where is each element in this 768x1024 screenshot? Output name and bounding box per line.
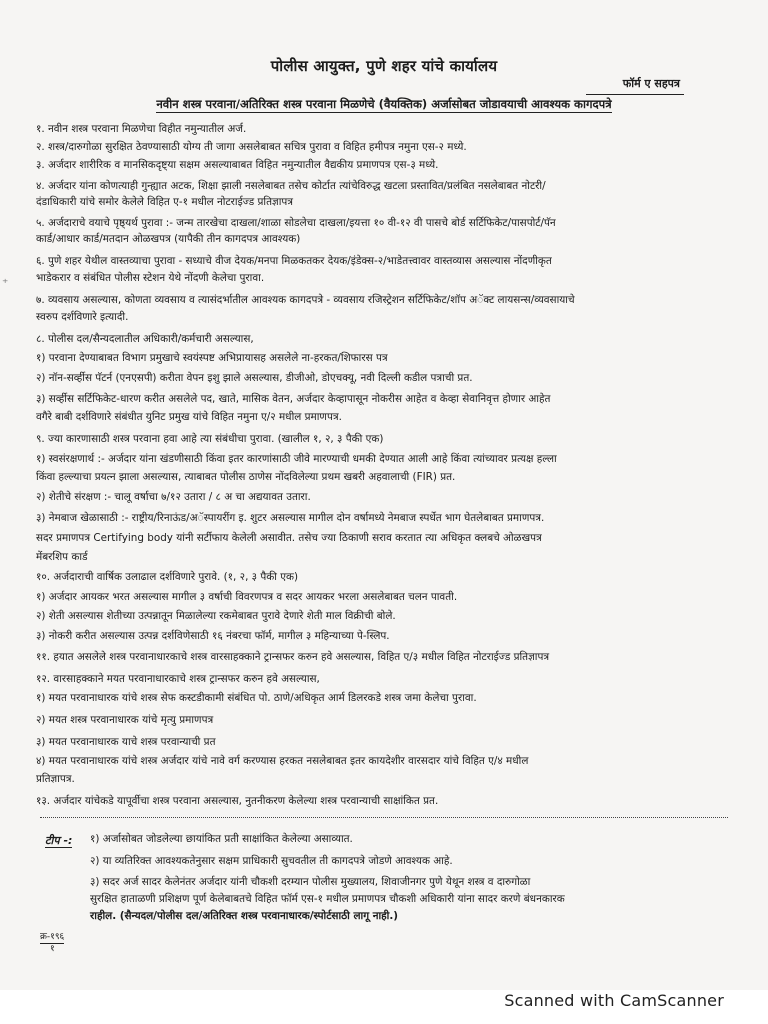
- list-line: १२. वारसाहक्काने मयत परवानाधारकाचे शस्त्र ट्रान्सफर करुन हवे असल्यास,: [36, 673, 320, 685]
- list-line: ११. हयात असलेले शस्त्र परवानाधारकाचे शस्त्र वारसाहक्काने ट्रान्सफर करुन हवे असल्यास, विहित ए/३ मधील विहित नोटराईज्ड प्रतिज्ञापत्र: [36, 651, 550, 663]
- footer-code: [40, 932, 64, 955]
- margin-mark: ⁺: [2, 276, 9, 290]
- form-tag: फॉर्म ए सहपत्र: [622, 77, 680, 90]
- list-line: ३) नेमबाज खेळासाठी :- राष्ट्रीय/रिनाऊंड/अॅस्पायरींग इ. शुटर असल्यास मागील दोन वर्षामध्ये नेमबाज स्पर्धेत भाग घेतलेबाबत प्रमाणपत्र.: [36, 512, 545, 524]
- list-line: १) मयत परवानाधारक यांचे शस्त्र सेफ कस्टडीकामी संबंधित पो. ठाणे/अधिकृत आर्म डिलरकडे शस्त्र जमा केलेचा पुरावा.: [36, 692, 477, 704]
- list-line: प्रतिज्ञापत्र.: [36, 773, 75, 785]
- note-line: सुरक्षित हाताळणी प्रशिक्षण पूर्ण केलेबाबतचे विहित फॉर्म एस-१ मधील प्रमाणपत्र चौकशी अधिकारी यांना सादर करणे बंधनकारक: [90, 893, 565, 905]
- list-line: १. नवीन शस्त्र परवाना मिळणेचा विहीत नमुन्यातील अर्ज.: [36, 123, 247, 135]
- list-line: भाडेकरार व संबंधित पोलीस स्टेशन येथे नोंदणी केलेचा पुरावा.: [36, 272, 265, 284]
- list-line: ६. पुणे शहर येथील वास्तव्याचा पुरावा - सध्याचे वीज देयक/मनपा मिळकतकर देयक/इंडेक्स-२/भाडेतत्त्वावर वास्तव्यास असल्यास नोंदणीकृत: [36, 255, 552, 267]
- list-line: किंवा हल्ल्याचा प्रयत्न झाला असल्यास, त्याबाबत पोलीस ठाणेस नोंदविलेल्या प्रथम खबरी अहवालाची (FIR) प्रत.: [36, 471, 456, 483]
- list-line: ५. अर्जदाराचे वयाचे पृष्ठ्यर्थ पुरावा :- जन्म तारखेचा दाखला/शाळा सोडलेचा दाखला/इयत्ता १० वी-१२ वी पासचे बोर्ड सर्टिफिकेट/पासपोर्ट/पॅन: [36, 217, 556, 229]
- list-line: ४. अर्जदार यांना कोणत्याही गुन्ह्यात अटक, शिक्षा झाली नसलेबाबत तसेच कोर्टात त्यांचेविरुद्ध खटला प्रस्तावित/प्रलंबित नसलेबाबत नोटरी/: [36, 180, 546, 192]
- footer-code-top: क्र-१९६: [40, 932, 65, 942]
- document-subtitle: [0, 97, 768, 112]
- list-line: ८. पोलीस दल/सैन्यदलातील अधिकारी/कर्मचारी असल्यास,: [36, 333, 254, 345]
- list-line: १) परवाना देण्याबाबत विभाग प्रमुखाचे स्वयंस्पष्ट अभिप्रायासह असलेले ना-हरकत/शिफारस पत्र: [36, 352, 388, 364]
- list-line: ९. ज्या कारणासाठी शस्त्र परवाना हवा आहे त्या संबंधीचा पुरावा. (खालील १, २, ३ पैकी एक): [36, 433, 384, 445]
- list-line: सदर प्रमाणपत्र Certifying body यांनी सर्टीफाय केलेली असावीत. तसेच ज्या ठिकाणी सराव करतात त्या अधिकृत क्लबचे ओळखपत्र: [36, 532, 542, 544]
- list-line: १) स्वसंरक्षणार्थ :- अर्जदार यांना खंडणीसाठी किंवा इतर कारणांसाठी जीवे मारण्याची धमकी देण्यात आली आहे किंवा त्यांच्यावर प्रत्यक्ष हल्ला: [36, 453, 557, 465]
- list-line: २. शस्त्र/दारुगोळा सुरक्षित ठेवण्यासाठी योग्य ती जागा असलेबाबत सचित्र पुरावा व विहित हमीपत्र नमुना एस-२ मध्ये.: [36, 141, 467, 153]
- list-line: २) मयत शस्त्र परवानाधारक यांचे मृत्यु प्रमाणपत्र: [36, 714, 214, 726]
- list-line: ४) मयत परवानाधारक यांचे शस्त्र अर्जदार यांचे नावे वर्ग करण्यास हरकत नसलेबाबत इतर कायदेशीर वारसदार यांचे विहित ए/४ मधील: [36, 755, 529, 767]
- list-line: ३) नोकरी करीत असल्यास उत्पन्न दर्शविणेसाठी १६ नंबरचा फॉर्म, मागील ३ महिन्याच्या पे-स्लिप.: [36, 630, 390, 642]
- list-line: दंडाधिकारी यांचे समोर केलेले विहित ए-१ मधील नोटराईज्ड प्रतिज्ञापत्र: [36, 196, 294, 208]
- list-line: ३) मयत परवानाधारक याचे शस्त्र परवान्याची प्रत: [36, 736, 216, 748]
- note-line: ३) सदर अर्ज सादर केलेनंतर अर्जदार यांनी चौकशी दरम्यान पोलीस मुख्यालय, शिवाजीनगर पुणे येथून शस्त्र व दारुगोळा: [90, 876, 531, 888]
- list-line: वगैरे बाबी दर्शविणारे संबंधीत युनिट प्रमुख यांचे विहित नमुना ए/२ मधील प्रमाणपत्र.: [36, 411, 342, 423]
- office-title: पोलीस आयुक्त, पुणे शहर यांचे कार्यालय: [270, 57, 498, 75]
- note-label: टीप -:: [45, 834, 73, 847]
- note-line: राहील. (सैन्यदल/पोलीस दल/अतिरिक्त शस्त्र परवानाधारक/स्पोर्टसाठी लागू नाही.): [90, 910, 399, 922]
- list-line: ३) सर्व्हीस सर्टिफिकेट-धारण करीत असलेले पद, खाते, मासिक वेतन, अर्जदार केव्हापासून नोकरीस आहेत व केव्हा सेवानिवृत्त होणार आहेत: [36, 393, 551, 405]
- list-line: २) शेतीचे संरक्षण :- चालू वर्षाचा ७/१२ उतारा / ८ अ चा अद्ययावत उतारा.: [36, 491, 311, 503]
- note-line: १) अर्जासोबत जोडलेल्या छायांकित प्रती साक्षांकित केलेल्या असाव्यात.: [90, 833, 353, 845]
- scanner-watermark: Scanned with CamScanner: [504, 991, 724, 1010]
- list-line: स्वरुप दर्शविणारे इत्यादी.: [36, 311, 129, 323]
- list-line: कार्ड/आधार कार्ड/मतदान ओळखपत्र (यापैकी तीन कागदपत्र आवश्यक): [36, 233, 301, 245]
- list-line: १३. अर्जदार यांचेकडे यापूर्वीचा शस्त्र परवाना असल्यास, नुतनीकरण केलेल्या शस्त्र परवान्याची साक्षांकित प्रत.: [36, 795, 439, 807]
- list-line: १०. अर्जदाराची वार्षिक उलाढाल दर्शविणारे पुरावे. (१, २, ३ पैकी एक): [36, 571, 299, 583]
- list-line: २) नॉन-सर्व्हीस पॅटर्न (एनएसपी) करीता वेपन इशु झाले असल्यास, डीजीओ, डोएचक्यू, नवी दिल्ली कडील पत्राची प्रत.: [36, 372, 473, 384]
- list-line: १) अर्जदार आयकर भरत असल्यास मागील ३ वर्षाची विवरणपत्र व सदर आयकर भरला असलेबाबत चलन पावती.: [36, 591, 458, 603]
- list-line: मेंबरशिप कार्ड: [36, 551, 88, 563]
- footer-code-bottom: १: [50, 944, 55, 954]
- subtitle-text: नवीन शस्त्र परवाना/अतिरिक्त शस्त्र परवाना मिळणेचे (वैयक्तिक) अर्जासोबत जोडावयाची आवश्यक कागदपत्रे: [156, 97, 612, 111]
- list-line: ३. अर्जदार शारीरिक व मानसिकदृष्ट्या सक्षम असल्याबाबत विहित नमुन्यातील वैद्यकीय प्रमाणपत्र एस-३ मध्ये.: [36, 159, 439, 171]
- separator-line: [40, 817, 728, 818]
- form-tag-underline: [586, 94, 684, 95]
- list-line: २) शेती असल्यास शेतीच्या उत्पन्नातून मिळालेल्या रकमेबाबत पुरावे देणारे शेती माल विक्रीची बोले.: [36, 610, 396, 622]
- list-line: ७. व्यवसाय असल्यास, कोणता व्यवसाय व त्यासंदर्भातील आवश्यक कागदपत्रे - व्यवसाय रजिस्ट्रेशन सर्टिफिकेट/शॉप अॅक्ट लायसन्स/व्यवसायाचे: [36, 294, 575, 306]
- note-line: २) या व्यतिरिक्त आवश्यकतेनुसार सक्षम प्राधिकारी सुचवतील ती कागदपत्रे जोडणे आवश्यक आहे.: [90, 855, 453, 867]
